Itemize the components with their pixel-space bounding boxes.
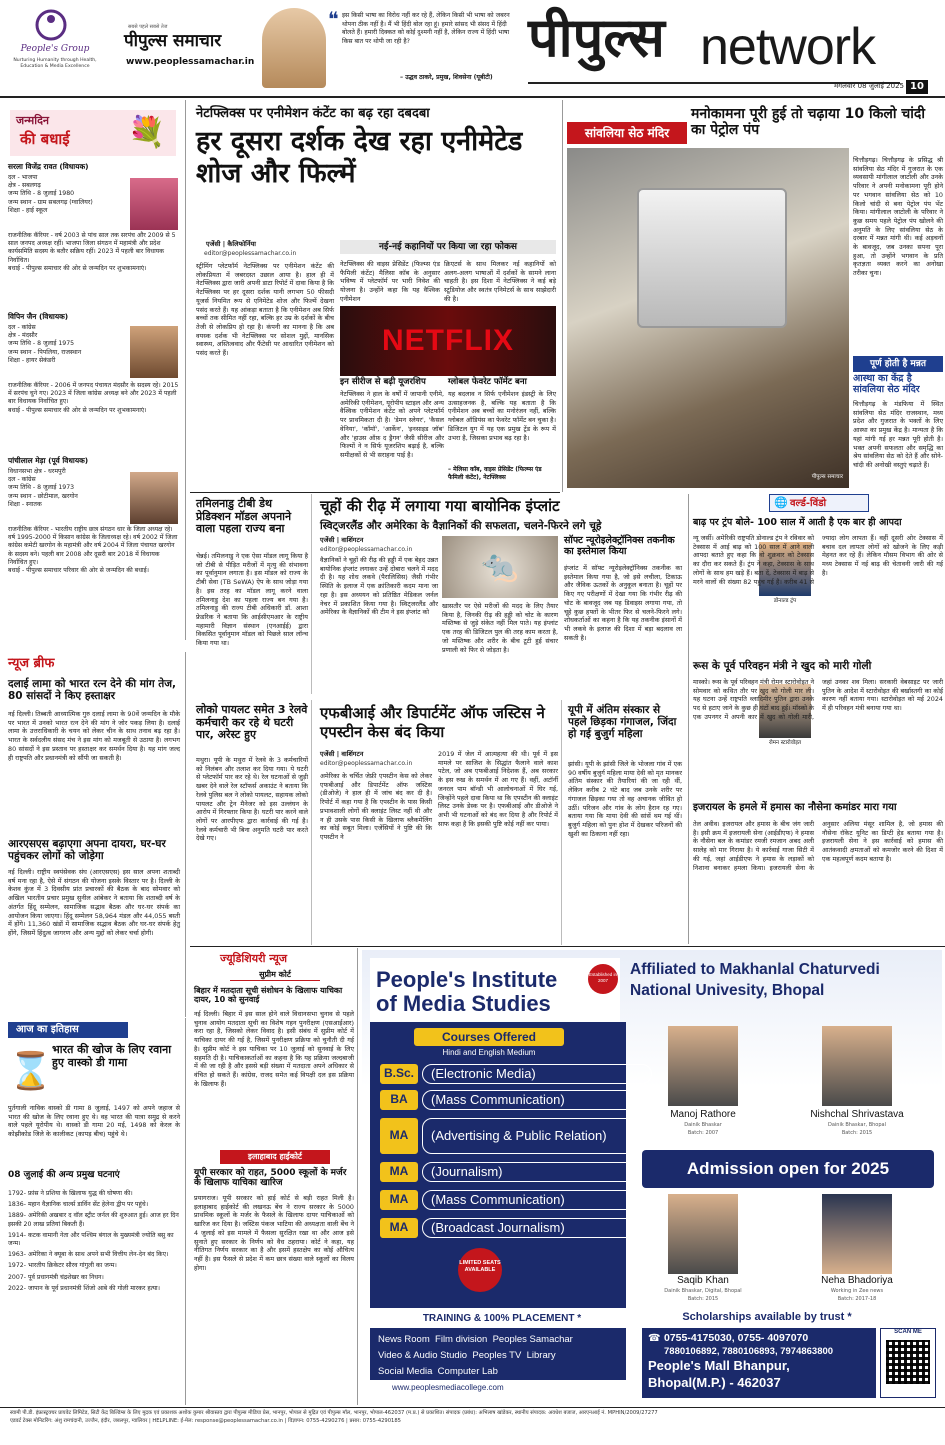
alumni-batch: Batch: 2015 <box>841 1130 873 1136</box>
course-ma-advertising[interactable]: MA (Advertising & Public Relation) <box>380 1118 652 1154</box>
ad-estd-badge: Established in 2007 <box>588 964 618 994</box>
alumni-name: Neha Bhadoriya <box>821 1275 893 1286</box>
paper-tagline: सबसे पहले सबसे तेज <box>128 24 168 30</box>
tn-story <box>190 494 312 694</box>
ad-contact <box>642 1328 876 1398</box>
facility: Computer Lab <box>437 1366 498 1377</box>
alumni-name: Nishchal Shrivastava <box>810 1109 904 1120</box>
russia-body: मास्को। रूस के पूर्व परिवहन मंत्री रोमन स्टारोवोइत ने सोमवार को कथित तौर पर खुद को गोली मार ली। यह घटना उन्हें राष्ट्रपति व्लादिमीर पुतिन द्वारा उनके पद से हटाए जाने के कुछ ही घंटों बाद हुई। मॉस्को के एक उपनगर में अपनी कार में खुद को गोली मारी, जहां उनका शव मिला। सरकारी वेबसाइट पर जारी पुतिन के आदेश में स्टारोवोइत की बर्खास्तगी का कोई कारण नहीं बताया गया। स्टारोवोइत को मई 2024 में ही परिवहन मंत्री बनाया गया था। <box>693 678 943 721</box>
phone-icon: ☎ <box>648 1333 661 1344</box>
paper-name: पीपुल्स समाचार <box>124 31 222 51</box>
top-rule <box>0 96 945 98</box>
silver-pump-shape <box>637 188 787 328</box>
history-event: 1889- अमेरिकी अखबार द वॉल स्ट्रीट जर्नल की शुरुआत हुई। आज हर दिन इसकी 20 लाख प्रतियां बिकती हैं। <box>8 1212 179 1228</box>
netflix-sub3: ग्लोबल फेवरेट फॉर्मेट बना <box>448 377 527 387</box>
brief-2-headline: आरएसएस बढ़ाएगा अपना दायरा, घर-घर पहुंचकर लोगों को जोड़ेगा <box>8 838 166 863</box>
hourglass-icon: ⌛ <box>8 1051 53 1092</box>
history-event: 1792- फ्रांस ने प्रशिया के खिलाफ युद्ध की घोषणा की। <box>8 1190 133 1197</box>
person-details: दल - भाजपा क्षेत्र - सबलगढ़ जन्म तिथि - 8 जुलाई 1980 जन्म स्थान - ग्राम सबलगढ़ (ग्वालियर) शिक्षा - हाई स्कूल <box>8 174 93 214</box>
history-event: 1914- कटक वामानी नेता और पश्चिम बंगाल के मुख्यमंत्री ज्योति बसु का जन्म। <box>8 1231 174 1247</box>
person-photo <box>130 472 178 524</box>
ad-address-1: People's Mall Bhanpur, <box>648 1357 790 1373</box>
court-2-label: इलाहाबाद हाईकोर्ट <box>220 1150 330 1164</box>
birthday-section <box>0 100 186 640</box>
history-headline: भारत की खोज के लिए रवाना हुए वास्को डी गामा <box>52 1043 172 1069</box>
alumni-photo <box>668 1194 738 1274</box>
course-ma-journalism[interactable]: MA (Journalism) <box>380 1162 652 1182</box>
course-ma-broadcast[interactable]: MA (Broadcast Journalism) <box>380 1218 652 1238</box>
alumni-batch: Batch: 2015 <box>687 1296 719 1302</box>
ad-medium: Hindi and English Medium <box>442 1048 536 1057</box>
course-ba-mass-comm[interactable]: BA (Mass Communication) <box>380 1090 652 1110</box>
fbi-body: अमेरिका के चर्चित जेफ्री एपस्टीन केस को लेकर एफबीआई और डिपार्टमेंट ऑफ जस्टिस (डीओजे) ने हाल ही में जांच बंद कर दी है। रिपोर्ट में कहा गया है कि एपस्टीन के पास किसी प्रभावशाली लोगों की क्लाइंट लिस्ट नहीं थी और न ही उसके पास किसी के खिलाफ ब्लैकमेलिंग का कोई सबूत मिला। एजेंसियों ने पुष्टि की कि एपस्टीन ने <box>320 772 432 841</box>
birthday-title-2: की बधाई <box>20 130 70 148</box>
ad-mobile[interactable]: 7880106892, 7880106893, 7974863800 <box>664 1345 834 1357</box>
alumni-name: Manoj Rathore <box>670 1109 736 1120</box>
brief-1-body: नई दिल्ली। तिब्बती आध्यात्मिक गुरु दलाई लामा के 90वें जन्मदिन के मौके पर भारत में उनको भारत रत्न देने की मांग ने जोर पकड़ लिया है। दलाई लामा के उत्तराधिकारी के चयन को लेकर चीन के साथ तनाव बढ़ रहा है। भारत के सर्वदलीय संसद मंच ने इस मांग को मजबूती से उठाया है। लगभग 80 सांसदों ने इस प्रस्ताव पर हस्ताक्षर कर समर्थन दिया है। यह मांग जल्द ही राष्ट्रपति और प्रधानमंत्री को सौंपी जा सकती है। <box>8 710 180 762</box>
quote-mark-icon: ❝ <box>328 7 339 31</box>
world-window <box>688 494 945 944</box>
sanwaliya-sub: पूर्ण होती है मन्नत <box>853 356 943 372</box>
news-brief-title: न्यूज ब्रीफ <box>8 656 55 671</box>
ad-training: TRAINING & 100% PLACEMENT * <box>422 1313 582 1324</box>
alumni-photo <box>822 1194 892 1274</box>
history-event: 2007- पूर्व प्रधानमंत्री चंद्रशेखर का निधन। <box>8 1273 104 1281</box>
uddhav-photo <box>262 8 326 88</box>
ad-address-2: Bhopal(M.P.) - 462037 <box>648 1374 781 1390</box>
history-title: आज का इतिहास <box>8 1022 128 1038</box>
netflix-bottom-rule <box>190 492 560 493</box>
russia-caption: रोमन स्टारोवोइत <box>768 740 802 746</box>
ad-phone[interactable]: 0755-4175030, 0755- 4097070 <box>664 1332 809 1344</box>
rat-sub2: सॉफ्ट न्यूरोइलेक्ट्रॉनिक्स तकनीक का इस्तेमाल किया <box>564 535 675 557</box>
sanwaliya-sub2: आस्था का केंद्र है सांवलिया सेठ मंदिर <box>853 373 920 395</box>
sanwaliya-body2: चित्तौड़गढ़ के मंडफिया में स्थित सांवलिया सेठ मंदिर राजस्थान, मध्य प्रदेश और गुजरात के भक्तों के लिए आस्था का प्रमुख केंद्र है। मान्यता है कि यहां मांगी गई हर मन्नत पूरी होती है। भक्त अपनी सफलता और समृद्धि का श्रेय सांवलिया सेठ को देते हैं और सोने-चांदी की अनोखी वस्तुएं चढ़ाते हैं। <box>853 400 943 469</box>
footer-rule <box>0 1407 945 1408</box>
brand-english: network <box>700 18 876 76</box>
history-event: 1963- अमेरिका ने क्यूबा के साथ अपने सभी वित्तीय लेन-देन बंद किए। <box>8 1251 169 1259</box>
alumni-3 <box>644 1194 762 1314</box>
person-name: विपिन जैन (विधायक) <box>8 312 69 321</box>
rat-email: editor@peoplessamachar.co.in <box>320 546 413 553</box>
facility: Film division <box>435 1334 488 1345</box>
paper-website[interactable]: www.peoplessamachar.in <box>126 57 255 67</box>
institute-ad[interactable] <box>362 950 942 1405</box>
qr-pattern <box>886 1340 930 1384</box>
netflix-kicker: नेटफ्लिक्स पर एनीमेशन कंटेंट का बढ़ रहा दबदबा <box>196 106 430 121</box>
scan-me-label: SCAN ME <box>894 1329 922 1335</box>
ad-inst-name: People's Institute of Media Studies <box>376 967 558 1017</box>
history-event: 2022- जापान के पूर्व प्रधानमंत्री शिंजो आबे की गोली मारकर हत्या। <box>8 1284 161 1292</box>
netflix-story <box>190 100 560 492</box>
photo-credit: पीपुल्स समाचार <box>811 474 843 480</box>
alumni-org: Dainik Bhaskar, Bhopal <box>827 1122 886 1128</box>
alumni-1 <box>644 1026 762 1146</box>
history-sub: 08 जुलाई की अन्य प्रमुख घटनाएं <box>8 1170 120 1180</box>
trump-headline: बाढ़ पर ट्रंप बोले- 100 साल में आती है एक बार ही आपदा <box>693 517 902 528</box>
world-label <box>769 494 869 512</box>
netflix-body: स्ट्रीमिंग प्लेटफॉर्म नेटफ्लिक्स पर एनीमेशन कंटेंट की लोकप्रियता में जबरदस्त उछाल आया है। हाल ही में नेटफ्लिक्स द्वारा जारी अपनी डाटा रिपोर्ट में दावा किया है कि नेटफ्लिक्स पर हर दूसरा दर्शक यानी लगभग 50 फीसदी यूजर्स नियमित रूप से एनिमेटेड शोज और फिल्में देखना पसंद करते हैं। यह आंकड़ा बताता है कि एनीमेशन अब सिर्फ बच्चों तक सीमित नहीं रहा, बल्कि हर उम्र के दर्शकों के बीच तेजी से लोकप्रिय हो रहा है। कंपनी का मानना है कि अब वयस्क दर्शक भी नेटफ्लिक्स पर सोशल मुद्दों, मानसिक स्वास्थ्य, अस्तित्ववाद और फैंटेसी पर आधारित एनीमेशन को पसंद करते हैं। <box>196 262 334 358</box>
alumni-photo <box>668 1026 738 1106</box>
netflix-logo-image <box>340 306 556 376</box>
person-career: राजनीतिक कॅरियर - 2006 में जनपद पंचायत मंदसौर के सदस्य रहे। 2015 में सरपंच चुने गए। 2023 में जिला कांग्रेस अध्यक्ष बने और 2023 में पहली बार विधायक निर्वाचित हुए। बधाई - पीपुल्स समाचार की ओर से जन्मदिन पर शुभकामनाएं। <box>8 382 179 414</box>
rat-col3: इंप्लांट में सॉफ्ट न्यूरोइलेक्ट्रॉनिक्स तकनीक का इस्तेमाल किया गया है, जो इसे लचीला, टिकाऊ और जैविक ऊतकों के अनुकूल बनाता है। चूहों पर किए गए परीक्षणों में देखा गया कि गंभीर रीढ़ की चोट के बावजूद जब यह डिवाइस लगाया गया, तो चूहे कुछ हफ्तों के भीतर फिर से चलने-फिरने लगे। शोधकर्ताओं का कहना है कि यह तकनीक इंसानों में भी लकवे के इलाज की दिशा में बड़ा बदलाव ला सकती है। <box>564 564 682 642</box>
netflix-col2: नेटफ्लिक्स की वाइस प्रेसिडेंट (फिल्म्स एंड फैमिली कंटेंट) मैलिसा कॉब के अनुसार भविष्य में प्लेटफॉर्म पर भारी निवेश की योजना है। उन्होंने कहा कि यह वैश्विक एनीमेशन <box>340 260 440 303</box>
world-label-text: वर्ल्ड-विंडो <box>790 498 827 509</box>
tn-headline: तमिलनाडु टीबी डेथ प्रेडिक्शन मॉडल अपनाने वाला पहला राज्य बना <box>196 497 292 536</box>
alumni-org: Dainik Bhaskar, Digital, Bhopal <box>664 1288 742 1294</box>
alumni-2 <box>782 1026 932 1146</box>
netflix-email: editor@peoplessamachar.co.in <box>204 250 297 257</box>
judiciary-section <box>190 948 358 1405</box>
globe-icon: 🌐 <box>774 496 788 509</box>
history-section <box>0 1018 186 1405</box>
court-1-label: सुप्रीम कोर्ट <box>230 970 320 981</box>
rat-body: वैज्ञानिकों ने चूहों की रीढ़ की हड्डी में एक बेहद उन्नत बायोनिक इंप्लांट लगाकर उन्हें दोबारा चलने में मदद दी है। यह शोध लकवे (पैरालिसिस) जैसी गंभीर स्थिति के इलाज में एक क्रांतिकारी कदम माना जा रहा है। इस अध्ययन को प्रतिष्ठित मेडिकल जर्नल नेचर में प्रकाशित किया गया है। स्विट्जरलैंड और अमेरिका के वैज्ञानिकों की टीम ने इस इंप्लांट को <box>320 556 438 617</box>
person-career: राजनीतिक कॅरियर - भारतीय राष्ट्रीय छात्र संगठन धार के जिला अध्यक्ष रहे। वर्ष 1995-2000 में किसान कांग्रेस के जिलाध्यक्ष रहे। वर्ष 2002 में जिला कांग्रेस कमेटी खरगोन के महामंत्री और वर्ष 2004 में जिला पंचायत खरगोन के सदस्य बने। पहली बार 2008 और दूसरी बार 2018 में विधायक निर्वाचित हुए। बधाई - पीपुल्स समाचार परिवार की ओर से जन्मदिन की बधाई। <box>8 526 178 574</box>
judiciary-body-2: प्रयागराज। यूपी सरकार को हाई कोर्ट से बड़ी राहत मिली है। इलाहाबाद हाईकोर्ट की लखनऊ बेंच ने राज्य सरकार के 5000 प्राथमिक स्कूलों के मर्जर के फैसले के खिलाफ दायर याचिकाओं को खारिज कर दिया है। जस्टिस पंकज भाटिया की अध्यक्षता वाली बेंच ने 4 जुलाई को इस मामले में फैसला सुरक्षित रखा था और आज इसे सुनाते हुए सरकार के निर्णय को वैध ठहराया। कोर्ट ने कहा, यह नीतिगत निर्णय सरकार का है और इसमें हस्तक्षेप का कोई औचित्य नहीं है। इस फैसले से प्रदेश में कम छात्र संख्या वाले स्कूलों का विलय होगा। <box>194 1194 354 1272</box>
alumni-org: Working in Zee news <box>830 1288 884 1294</box>
group-tagline: Nurturing Humanity through Health, Education & Media Excellence <box>13 58 97 69</box>
person-details: विधानसभा क्षेत्र - धरमपुरी दल - कांग्रेस जन्म तिथि - 8 जुलाई 1973 जन्म स्थान - छोटीमाल, खरगोन शिक्षा - स्नातक <box>8 468 78 508</box>
russia-headline: रूस के पूर्व परिवहन मंत्री ने खुद को मारी गोली <box>693 660 872 672</box>
netflix-subhead: नई-नई कहानियों पर किया जा रहा फोकस <box>340 240 556 254</box>
rat-photo <box>442 536 558 598</box>
loco-body: मथुरा। यूपी के मथुरा में रेलवे के 3 कर्मचारियों को निलंबन और तलाश कर दिया गया। ये घटरी से प्लेटफॉर्म पार कर रहे थे। रेल घटनाओं से जुड़ी खबर देने वाले रेल स्टॉफर्स अकाउंट ने बताया कि रेलवे पुलिस बल ने लोको पायलट, सहायक लोको पायलट और ट्रेन मैनेजर को इस उल्लंघन के आरोप में गिरफ्तार किया है। घटरी पार करने वाले लोगों पर आरपीएफ द्वारा कार्रवाई की गई है। रेलवे कर्मचारी भी बिना अनुमति घटरी पार करते देखे गए। <box>196 756 308 843</box>
facility: Peoples TV <box>472 1350 522 1361</box>
netflix-col2b: नेटफ्लिक्स ने हाल के वर्षों में जापानी एनीमे, अमेरिकी एनीमेशन, यूरोपीय स्टाइल और अन्य वैश्विक एनीमेशन कंटेंट को अपने प्लेटफॉर्म पर प्राथमिकता दी है। 'डेमन स्लेयर', 'कैसल वेनिया', 'कॉमॉ', 'आर्केन', 'इनसाइड जॉब' और 'हाउस ऑफ़ द ड्रैगन' जैसी सीरीज और फिल्मों ने न सिर्फ यूजरशिप बढ़ाई है, बल्कि समीक्षकों से भी सराहना पाई है। <box>340 390 444 459</box>
rat-icon: 🐀 <box>481 549 519 584</box>
netflix-col3b: यह बदलाव न सिर्फ एनीमेशन इंडस्ट्री के लिए उत्साहजनक है, बल्कि यह बताता है कि एनीमेशन अब बच्चों का मनोरंजन नहीं, बल्कि ग्लोबल ऑडियंस का फेवरेट फॉर्मेट बन चुका है। डिजिटल युग में यह एक प्रमुख ट्रेंड के रूप में उभरा है, जिसका प्रभाव बढ़ रहा है। <box>448 390 556 442</box>
footer-imprint: स्वामी पी.डी. इंफ्रास्ट्रक्चर प्रायवेट लिमिटेड, सिटी केंद्र बिल्डिंग्स के लिए मुद्रक एवं प्रकाशक अशोक कुमार श्रीवास्तव द्वारा पीपुल्स मीडिया प्रेस, भानपुर, भोपाल से मुद्रित एवं पीपुल्स मॉल, भानपुर, भोपाल-462037 (म.प्र.) से प्रकाशित। संपादक (प्रबंध): अभिलाष खांडेकर, स्थानीय संपादक: अवधेश बजाज, आरएनआई नं. MPHIN/2009/27277 एडवर्ट टेक्स मोनिटरिंग: अंशु रामचंदानी, उज्जैन, इंदौर, जबलपुर, ग्वालियर | HELPLINE: ई-मेल: response@peoplessamachar.co.in | विज्ञापन: 0755-4290276 | प्रसार: 0755-4290185 <box>10 1410 658 1424</box>
middle-rule <box>190 946 945 947</box>
fbi-story <box>314 700 562 945</box>
facility: Video & Audio Studio <box>378 1350 468 1361</box>
masthead <box>0 0 945 96</box>
israel-headline: इजरायल के हमले में हमास का नौसेना कमांडर मारा गया <box>693 802 897 813</box>
group-name: People's Group <box>20 44 90 54</box>
alumni-photo <box>822 1026 892 1106</box>
group-logo-icon <box>34 8 68 42</box>
alumni-org: Dainik Bhaskar <box>684 1122 722 1128</box>
quote-author: – उद्धव ठाकरे, प्रमुख, शिवसेना (यूबीटी) <box>400 74 493 81</box>
up-headline: यूपी में अंतिम संस्कार से पहले छिड़का गंगाजल, जिंदा हो गई बुजुर्ग महिला <box>568 704 677 741</box>
trump-caption: डोनाल्ड ट्रंप <box>773 598 797 604</box>
alumni-batch: Batch: 2017-18 <box>837 1296 877 1302</box>
judiciary-body-1: नई दिल्ली। बिहार में इस साल होने वाले विधानसभा चुनाव से पहले चुनाव आयोग मतदाता सूची का विशेष गहन पुनरीक्षण (एसआईआर) करा रहा है, जिसको लेकर विवाद है। इसी संबंध में सुप्रीम कोर्ट में याचिका दायर की गई है, जिसमें पुनरीक्षण प्रक्रिया को चुनौती दी गई है। सुप्रीम कोर्ट ने इस याचिका पर 10 जुलाई को सुनवाई के लिए सहमति दी है। याचिकाकर्ताओं का कहना है कि यह प्रक्रिया जल्दबाजी में की जा रही है और इससे बड़ी संख्या में मतदाता अपने अधिकार से वंचित हो सकते हैं। कांग्रेस, राजद समेत कई विपक्षी दल इस प्रक्रिया के खिलाफ हैं। <box>194 1010 354 1088</box>
facility: Library <box>526 1350 556 1361</box>
birthday-person-2 <box>8 312 180 454</box>
issue-date: मंगलवार 08 जुलाई 2025 <box>833 82 904 90</box>
rat-story <box>314 494 686 694</box>
ad-website[interactable]: www.peoplesmediacollege.com <box>392 1383 504 1392</box>
person-name: सरला विजेंद्र रावत (विधायक) <box>8 162 89 171</box>
flower-basket-icon: 💐 <box>128 115 166 150</box>
birthday-banner <box>10 110 176 156</box>
netflix-quote-by: – मेलिसा कॉब, वाइस प्रेसिडेंट (फिल्म्स एंड फैमिली कंटेंट), नेटफ्लिक्स <box>448 466 542 481</box>
fbi-col2: 2019 में जेल में आत्महत्या की थी। पूर्व में इस मामले पर साजिश के सिद्धांत फैलाने वाले काश पटेल, जो अब एफबीआई निदेशक हैं, अब सरकार के इस रुख के समर्थन में आ गए हैं। वहीं, अटॉर्नी जनरल पाम बॉन्डी भी आलोचनाओं में घिर गई, जिन्होंने पहले दावा किया था कि एपस्टीन की क्लाइंट लिस्ट उनके डेस्क पर है। एफबीआई और डीओजे ने अभी भी घटनाओं को बंद कर दिया है और रिपोर्ट में साफ कहा है कि इसकी पुष्टि कोई नहीं कर पाया। <box>438 750 558 828</box>
rat-col2: खासतौर पर ऐसे मरीजों की मदद के लिए तैयार किया है, जिनकी रीढ़ की हड्डी को चोट के कारण मस्तिष्क से जुड़े संकेत नहीं मिल पाते। यह इंप्लांट एक तरह की डिजिटल पुल की तरह काम करता है, जो मस्तिष्क और शरीर के बीच टूटी हुई संचार प्रणाली को फिर से जोड़ता है। <box>442 602 558 654</box>
netflix-col3: क्रिएटर्स के साथ मिलकर नई कहानियों को अलग-अलग भाषाओं में दर्शकों के सामने लाना चाहती है। इस दिशा में नेटफ्लिक्स ने कई बड़े स्टूडियोज और स्वतंत्र एनिमेटर्स के साथ साझेदारी की है। <box>444 260 556 303</box>
israel-body: तेल अवीव। इजरायल और हमास के बीच जंग जारी है। इसी क्रम में इजरायली सेना (आईडीएफ) ने हमास के नौसेना बल के कमांडर रमजी रमजान अबद अली सालेह को मार गिराया है। ये कार्रवाई गाजा सिटी में की गई, जहां आईडीएफ ने हमास के लड़ाकों को निशाना बनाकर हमला किया। इजरायली सेना के अनुसार अलिया मंसूर शामिल है, जो हमास की नौसेना रॉकेट यूनिट का डिप्टी हेड बताया गया है। इजरायली सेना ने इस कार्रवाई को हमास की आतंकवादी क्षमताओं को कमजोर करने की दिशा में एक महत्वपूर्ण कदम बताया है। <box>693 820 943 872</box>
fbi-email: editor@peoplessamachar.co.in <box>320 760 413 767</box>
history-events <box>8 1190 180 1293</box>
person-photo <box>130 326 178 378</box>
brief-1-headline: दलाई लामा को भारत रत्न देने की मांग तेज, 80 सांसदों ने किए हस्ताक्षर <box>8 678 177 703</box>
alumni-batch: Batch: 2007 <box>687 1130 719 1136</box>
facility: Peoples Samachar <box>492 1334 573 1345</box>
sanwaliya-photo <box>567 148 849 488</box>
up-story <box>564 700 686 945</box>
rat-headline: चूहों की रीढ़ में लगाया गया बायोनिक इंप्लांट <box>320 497 560 515</box>
netflix-sub2: इन सीरीज से बढ़ी यूजरशिप <box>340 377 426 387</box>
birthday-title-1: जन्मदिन <box>16 114 50 127</box>
facility: Social Media <box>378 1366 433 1377</box>
rat-subhead: स्विट्जरलैंड और अमेरिका के वैज्ञानिकों की सफलता, चलने-फिरने लगे चूहे <box>320 520 602 532</box>
alumni-name: Saqib Khan <box>677 1275 729 1286</box>
ad-courses-offered: Courses Offered <box>414 1028 564 1046</box>
fbi-headline: एफबीआई और डिपार्टमेंट ऑफ जस्टिस ने एपस्टीन केस बंद किया <box>320 704 545 741</box>
birthday-person-3 <box>8 456 180 636</box>
ad-facilities <box>370 1328 626 1380</box>
sanwaliya-story <box>562 100 945 492</box>
history-event: 1972- भारतीय क्रिकेटर सौरव गांगुली का जन्म। <box>8 1262 117 1270</box>
ad-admission: Admission open for 2025 <box>642 1150 934 1188</box>
tn-body: चेन्नई। तमिलनाडु ने एक ऐसा मॉडल लागू किया है जो टीबी से पीड़ित मरीजों में मृत्यु की संभावना का पूर्वानुमान लगाता है। इस मॉडल को राज्य के टीबी सेवा (TB SeWA) ऐप के साथ जोड़ा गया है। इस तरह का मॉडल लागू करने वाला तमिलनाडु देश का पहला राज्य बन गया है। तमिलनाडु की राज्य टीबी अधिकारी डॉ. आशा फ्रेडरिक ने बताया कि आईसीएमआर के राष्ट्रीय महामारी विज्ञान संस्थान (एनआईई) द्वारा विकसित पूर्वानुमान मॉडल को पिछले साल लॉन्च किया गया था। <box>196 552 308 648</box>
page-number: 10 <box>906 80 928 94</box>
person-career: राजनीतिक कॅरियर - वर्ष 2003 से पांच साल तक सरपंच और 2009 से 5 साल जनपद अध्यक्ष रहीं। भाजपा जिला संगठन में महामंत्री और प्रदेश कार्यसमिति सदस्य के बतौर सक्रिय रहीं। 2023 में पहली बार विधायक निर्वाचित। बधाई - पीपुल्स समाचार की ओर से जन्मदिन पर शुभकामनाएं। <box>8 232 176 272</box>
ad-scholarship: Scholarships available by trust * <box>682 1311 852 1323</box>
ad-limited-seats: LIMITED SEATS AVAILABLE <box>458 1248 502 1292</box>
brief-2-body: नई दिल्ली। राष्ट्रीय स्वयंसेवक संघ (आरएसएस) इस साल अपना शताब्दी वर्ष मना रहा है, ऐसे में संगठन की योजना इसके विस्तार पर है। दिल्ली के केशव कुंज में 3 दिवसीय प्रांत प्रचारकों की बैठक के बाद सोमवार को अखिल भारतीय प्रचार प्रमुख सुनील आंबेकर ने बताया कि शताब्दी वर्ष के अंतर्गत हिंदू सम्मेलन, सामाजिक सद्भाव बैठक और घर-घर संपर्क का आयोजन किया जाएगा। हिंदू सम्मेलन 58,964 मंडल और 44,055 बस्ती में होंगे। 11,360 खंडों में सामाजिक सद्भाव बैठक और घर-घर संपर्क हेतु होंगे, जिसमें हिंदुत्व जागरण और अन्य मुद्दों को लेकर चर्चा होगी। <box>8 868 180 937</box>
fbi-dateline: एजेंसी | वाशिंगटन <box>320 750 364 758</box>
person-name: पांचीलाल मेड़ा (पूर्व विधायक) <box>8 456 89 465</box>
course-ma-mass-comm[interactable]: MA (Mass Communication) <box>380 1190 652 1210</box>
ad-affiliation: Affiliated to Makhanlal Chaturvedi National Univesity, Bhopal <box>630 961 880 999</box>
course-bsc-electronic[interactable]: B.Sc. (Electronic Media) <box>380 1064 652 1084</box>
sanwaliya-body: चित्तौड़गढ़। चित्तौड़गढ़ के प्रसिद्ध श्री सांवलिया सेठ मंदिर में गुजरात के एक व्यवसायी मांगीलाल जाटोली और उनके परिवार ने अपनी मनोकामना पूरी होने पर भगवान सांवलिया सेठ को 10 किलो चांदी से बना पेट्रोल पंप भेंट किया। मांगीलाल जाटोली के परिवार ने कुछ समय पहले पेट्रोल पंप खोलने की अनुमति के लिए सांवलिया सेठ के दरबार में मन्नत मांगी थी। कई अड़चनों के बावजूद, जब उनका सपना पूरा हुआ, तो उन्होंने भगवान के प्रति कृतज्ञता व्यक्त करने का अनोखा तरीका चुना। <box>853 156 943 278</box>
up-body: झांसी। यूपी के झांसी जिले के भोजला गांव में एक 90 वर्षीय बुजुर्ग महिला माया देवी को मृत मानकर अंतिम संस्कार की तैयारियां की जा रही थीं, लेकिन करीब 2 घंटे बाद जब उनके शरीर पर गंगाजल छिड़का गया तो वह अचानक जीवित हो उठीं। परिजन और गांव के लोग हैरान रह गए। बताया गया कि माया देवी की सांसें थम गई थीं। बुजुर्ग महिला को पुनः होश में देखकर परिजनों की खुशी का ठिकाना नहीं रहा। <box>568 760 682 838</box>
sanwaliya-tag: सांवलिया सेठ मंदिर <box>567 122 687 144</box>
brand-hindi: पीपुल्स <box>528 6 665 69</box>
loco-headline: लोको पायलट समेत 3 रेलवे कर्मचारी कर रहे थे घटरी पार, अरेस्ट हुए <box>196 703 308 742</box>
judiciary-headline-2: यूपी सरकार को राहत, 5000 स्कूलों के मर्जर के खिलाफ याचिका खारिज <box>194 1168 347 1189</box>
loco-story <box>190 700 312 945</box>
birthday-person-1 <box>8 162 180 310</box>
qr-code[interactable] <box>880 1328 936 1398</box>
person-details: दल - कांग्रेस क्षेत्र - मंदसौर जन्म तिथि - 8 जुलाई 1975 जन्म स्थान - पिपलिया, राजस्थान शिक्षा - हायर सेकंडरी <box>8 324 82 364</box>
netflix-dateline: एजेंसी | कैलिफोर्निया <box>206 240 256 248</box>
history-event: 1836- महान वैज्ञानिक चार्ल्स डार्विन सेंट हेलेना द्वीप पर पहुंचे। <box>8 1201 149 1209</box>
netflix-logo: NETFLIX <box>382 324 514 357</box>
netflix-headline: हर दूसरा दर्शक देख रहा एनीमेटेड शोज और फिल्में <box>196 126 523 190</box>
history-body: पुर्तगाली नाविक वास्को डी गामा 8 जुलाई, 1497 को अपने जहाज से भारत की खोज के लिए रवाना हुए थे। वह भारत की यात्रा समुद्र से करने वाले पहले यूरोपीय थे। वास्को डी गामा 20 मई, 1498 को केरल के कोझीकोड जिले के कालीकट (कापड़ बीच) पहुंचे थे। <box>8 1104 180 1139</box>
sanwaliya-headline: मनोकामना पूरी हुई तो चढ़ाया 10 किलो चांदी का पेट्रोल पंप <box>691 106 925 139</box>
rat-dateline: एजेंसी | वाशिंगटन <box>320 536 364 544</box>
person-photo <box>130 178 178 230</box>
alumni-4 <box>782 1194 932 1314</box>
ad-courses-panel <box>370 1022 626 1308</box>
judiciary-label: ज्यूडिशियरी न्यूज <box>220 952 288 965</box>
judiciary-headline-1: बिहार में मतदाता सूची संशोधन के खिलाफ याचिका दायर, 10 को सुनवाई <box>194 986 343 1005</box>
quote-text: इस किसी भाषा का विरोध नहीं कर रहे हैं, लेकिन किसी भी भाषा को जबरन थोपना ठीक नहीं है। मैं भी हिंदी बोल रहा हूं। हमारे सांसद भी संसद में हिंदी बोलते हैं। हमारी दिक्कत को कोई दुश्मनी नहीं है, लेकिन राज्य में हिंदी भाषा किस बात पर थोपी जा रही है? <box>342 12 510 45</box>
facility: News Room <box>378 1334 430 1345</box>
peoples-group-logo <box>6 8 104 88</box>
news-brief-section <box>0 652 186 1017</box>
trump-body: न्यू जर्सी। अमेरिकी राष्ट्रपति डोनाल्ड ट्रंप ने रविवार को टेक्सास में आई बाढ़ को 100 साल में आने वाली आपदा बताते हुए कहा कि वो शुक्रवार को टेक्सास का दौरा कर सकते हैं। ट्रंप ने कहा, टेक्सास के साथ लोगों के साथ हम खड़े हैं। बता दें, टेक्सास में बाढ़ से मरने वालों की संख्या 82 पहुंच गई है। करीब 41 से ज्यादा लोग लापता हैं। वहीं दूसरी ओर टेक्सास में बचाव दल लापता लोगों को खोजने के लिए कड़ी मेहनत कर रहे हैं। लेकिन मौसम विभाग की ओर से मध्य टेक्सास में नई बाढ़ की चेतावनी जारी की गई है। <box>693 534 943 586</box>
